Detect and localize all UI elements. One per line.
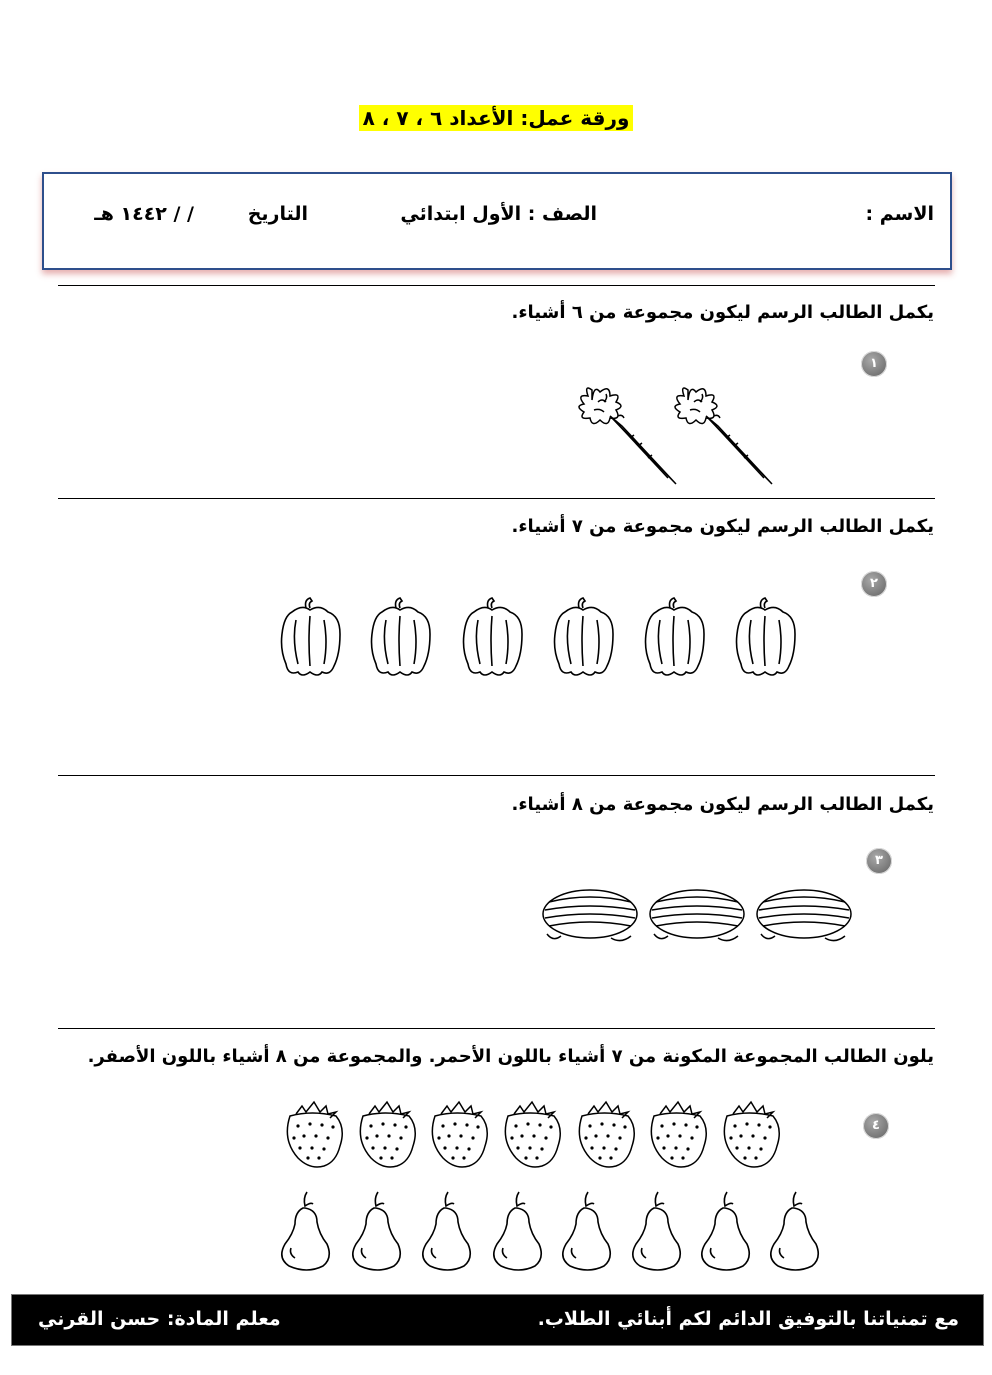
pear-icon xyxy=(277,1190,335,1270)
watermelon-icon xyxy=(648,886,746,946)
watermelon-icon xyxy=(755,886,853,946)
strawberry-icon xyxy=(427,1094,493,1170)
pepper-icon xyxy=(545,596,619,680)
date-label: التاريخ xyxy=(247,203,308,225)
worksheet-title xyxy=(0,106,992,130)
footer-message: مع تمنياتنا بالتوفيق الدائم لكم أبنائي الطلاب. xyxy=(537,1308,959,1330)
carrot-icon xyxy=(668,380,788,488)
question-3-text: يكمل الطالب الرسم ليكون مجموعة من ٨ أشياء. xyxy=(511,794,934,815)
strawberry-icon xyxy=(355,1094,421,1170)
question-1-text: يكمل الطالب الرسم ليكون مجموعة من ٦ أشياء. xyxy=(511,302,934,323)
date-value: / / ١٤٤٢ هـ xyxy=(94,203,194,225)
divider xyxy=(58,1028,935,1029)
pear-icon xyxy=(766,1190,824,1270)
strawberry-icon xyxy=(282,1094,348,1170)
divider xyxy=(58,498,935,499)
question-4-number: ٤ xyxy=(863,1113,889,1139)
strawberry-icon xyxy=(574,1094,640,1170)
pepper-icon xyxy=(636,596,710,680)
pear-icon xyxy=(489,1190,547,1270)
name-label: الاسم : xyxy=(865,203,934,225)
teacher-name: معلم المادة: حسن القرني xyxy=(38,1308,281,1330)
title-text: ورقة عمل: الأعداد ٦ ، ٧ ، ٨ xyxy=(359,105,634,131)
pepper-icon xyxy=(272,596,346,680)
footer-bar xyxy=(11,1294,984,1346)
pear-icon xyxy=(418,1190,476,1270)
pear-icon xyxy=(628,1190,686,1270)
question-3-number: ٣ xyxy=(866,848,892,874)
grade-label: الصف : الأول ابتدائي xyxy=(400,203,597,225)
divider xyxy=(58,775,935,776)
question-2-number: ٢ xyxy=(861,571,887,597)
pear-icon xyxy=(697,1190,755,1270)
strawberry-icon xyxy=(646,1094,712,1170)
divider xyxy=(58,285,935,286)
question-4-text: يلون الطالب المجموعة المكونة من ٧ أشياء باللون الأحمر. والمجموعة من ٨ أشياء باللون الأصفر. xyxy=(87,1046,934,1067)
question-2-text: يكمل الطالب الرسم ليكون مجموعة من ٧ أشياء. xyxy=(511,516,934,537)
question-1-number: ١ xyxy=(861,351,887,377)
strawberry-icon xyxy=(500,1094,566,1170)
pear-icon xyxy=(558,1190,616,1270)
pepper-icon xyxy=(727,596,801,680)
strawberry-icon xyxy=(719,1094,785,1170)
pepper-icon xyxy=(454,596,528,680)
watermelon-icon xyxy=(541,886,639,946)
pepper-icon xyxy=(362,596,436,680)
pear-icon xyxy=(348,1190,406,1270)
